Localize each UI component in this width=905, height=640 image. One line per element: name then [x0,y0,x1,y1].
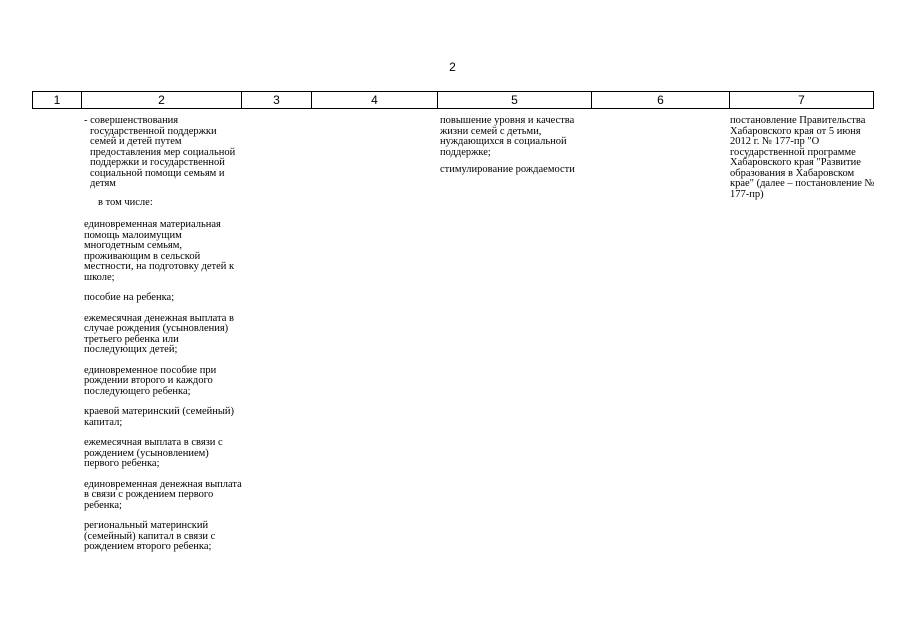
measure-item: пособие на ребенка; [84,292,175,303]
column-header-5: 5 [438,92,592,109]
measure-main-text: - совершенствования государственной поддержки семей и детей путем предоставления мер социальной поддержки и государственной социальной помощи семьям и детям [84,115,236,189]
including-label: в том числе: [98,196,153,208]
column-header-1: 1 [33,92,82,109]
measure-item: единовременное пособие при рождении второго и каждого последующего ребенка; [84,364,217,397]
column-7-content [730,116,875,200]
column-header-3: 3 [242,92,312,109]
column-header-4: 4 [312,92,438,109]
measure-item: ежемесячная выплата в связи с рождением (усыновлением) первого ребенка; [84,437,223,469]
measure-item: региональный материнский (семейный) капитал в связи с рождением второго ребенка; [84,520,216,552]
result-item: стимулирование рождаемости [440,164,575,175]
column-header-6: 6 [592,92,730,109]
measure-item: единовременная денежная выплата в связи с рождением первого ребенка; [84,478,242,511]
measure-item: краевой материнский (семейный) капитал; [84,406,235,428]
measure-item: ежемесячная денежная выплата в случае рождения (усыновления) третьего ребенка или последующих детей; [84,312,234,355]
column-5-content [440,116,580,183]
column-header-2: 2 [82,92,242,109]
page-number: 2 [449,60,456,74]
legal-basis-text: постановление Правительства Хабаровского края от 5 июня 2012 г. № 177-пр "О государственной программе Хабаровского края "Развитие образования в Хабаровском крае" (далее – постановление № 177-пр) [730,115,875,200]
column-header-table [32,91,874,109]
column-2-content [84,116,244,563]
column-header-7: 7 [730,92,874,109]
column-header-row [33,92,874,109]
result-item: повышение уровня и качества жизни семей с детьми, нуждающихся в социальной поддержке; [440,115,575,158]
measure-item: единовременная материальная помощь малоимущим многодетным семьям, проживающим в сельской местности, на подготовку детей к школе; [84,219,235,283]
